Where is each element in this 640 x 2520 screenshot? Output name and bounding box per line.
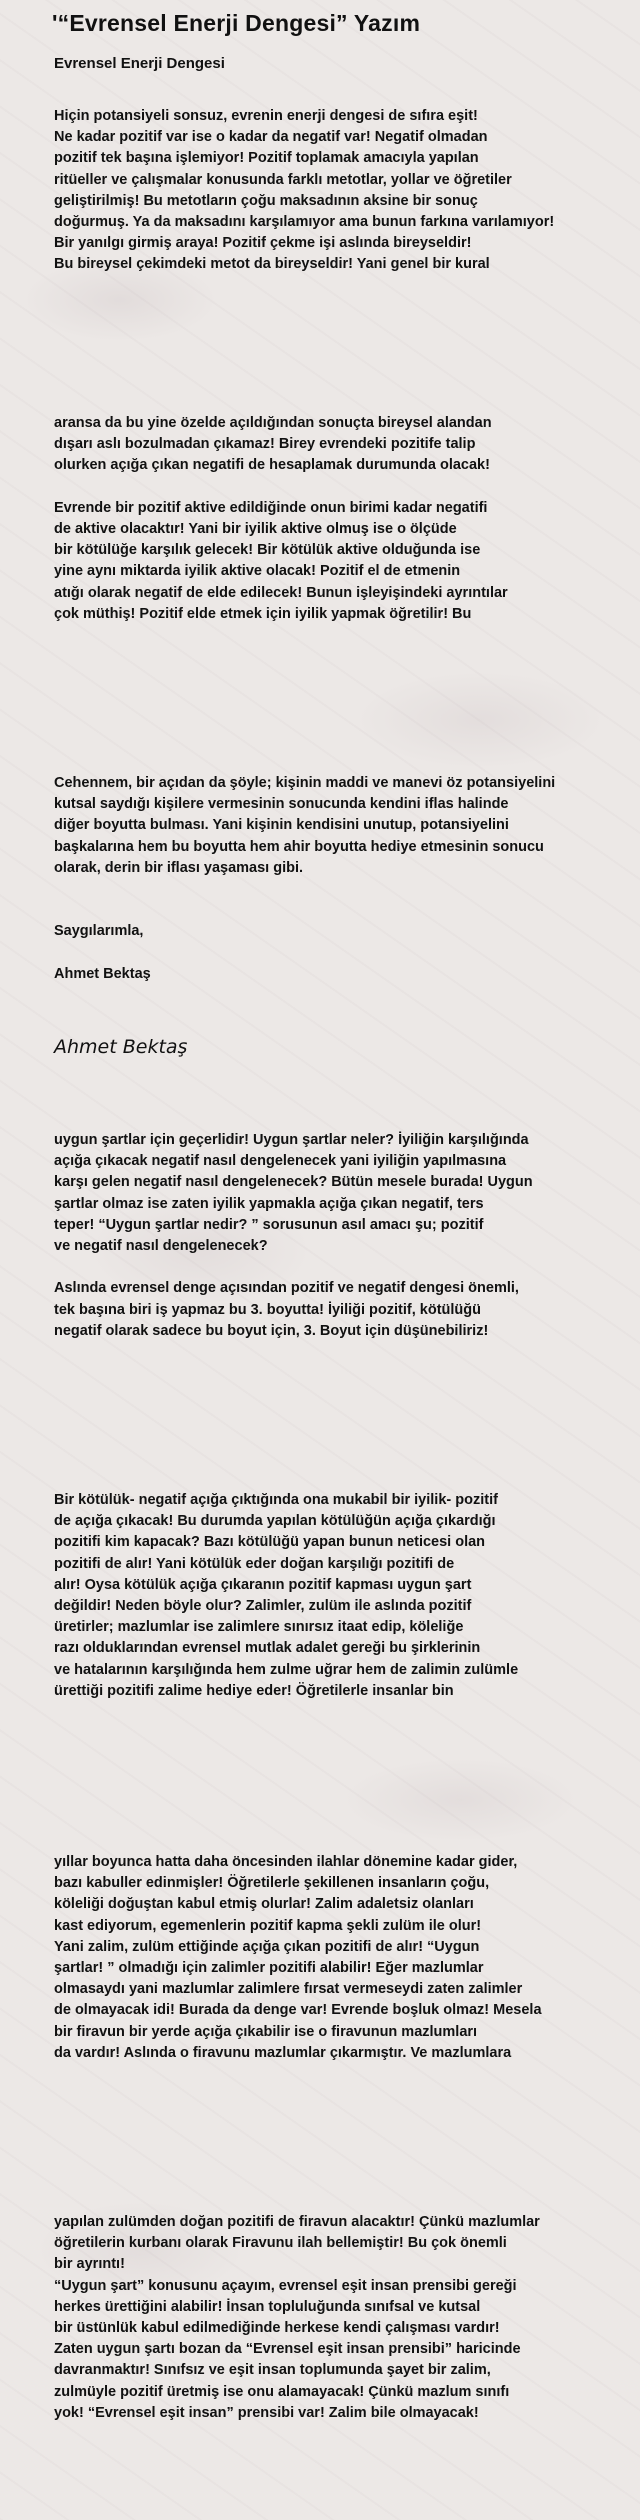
text-line: köleliği doğuştan kabul etmiş olurlar! Zalim adaletsiz olanları — [54, 1896, 474, 1913]
text-line: olarak, derin bir iflası yaşaması gibi. — [54, 859, 304, 876]
text-line: Hiçin potansiyeli sonsuz, evrenin enerji dengesi de sıfıra eşit! — [54, 108, 478, 124]
text-line: teper! “Uygun şartlar nedir? ” sorusunun asıl amacı şu; pozitif — [54, 1216, 484, 1233]
text-line: öğretilerin kurbanı olarak Firavunu ilah bellemiştir! Bu çok önemli — [54, 2235, 507, 2252]
text-line: pozitifi de alır! Yani kötülük eder doğan karşılığı pozitifi de — [54, 1555, 455, 1572]
text-line: üretirler; mazlumlar ise zalimlere sınırsız itaat edip, köleliğe — [54, 1619, 464, 1636]
text-line: yapılan zulümden doğan pozitifi de firavun alacaktır! Çünkü mazlumlar — [54, 2214, 540, 2230]
text-block-6 — [54, 1852, 624, 2064]
text-line: karşı gelen negatif nasıl dengelenecek? Bütün mesele burada! Uygun — [54, 1174, 533, 1191]
text-line: Ne kadar pozitif var ise o kadar da negatif var! Negatif olmadan — [54, 129, 488, 146]
text-line: doğurmuş. Ya da maksadını karşılamıyor ama bunun farkına varılamıyor! — [54, 214, 555, 231]
text-line: bir ayrıntı! — [54, 2256, 125, 2273]
text-line: kast ediyorum, egemenlerin pozitif kapma şekli zulüm ile olur! — [54, 1917, 482, 1934]
blank-line — [54, 1257, 624, 1278]
text-line: Bu bireysel çekimdeki metot da bireyseldir! Yani genel bir kural — [54, 256, 490, 273]
text-line: olmasaydı yani mazlumlar zalimlere fırsat vermeseydi zaten zalimler — [54, 1981, 523, 1998]
text-line: Bir yanılgı girmiş araya! Pozitif çekme işi aslında bireyseldir! — [54, 235, 472, 252]
text-line: atığı olarak negatif de elde edilecek! Bunun işleyişindeki ayrıntılar — [54, 584, 508, 601]
text-line: çok müthiş! Pozitif elde etmek için iyilik yapmak öğretilir! Bu — [54, 605, 472, 622]
text-line: zulmüyle pozitif üretmiş ise onu alamayacak! Çünkü mazlum sınıfı — [54, 2383, 510, 2400]
text-block-2 — [54, 413, 624, 625]
text-line: yok! “Evrensel eşit insan” prensibi var! Zalim bile olmayacak! — [54, 2404, 479, 2421]
text-line: razı olduklarından evrensel mutlak adalet gereği bu şirklerinin — [54, 1640, 481, 1657]
text-line: de açığa çıkacak! Bu durumda yapılan kötülüğün açığa çıkardığı — [54, 1513, 496, 1530]
text-line: bir kötülüğe karşılık gelecek! Bir kötülük aktive olduğunda ise — [54, 542, 481, 559]
blank-line — [54, 900, 624, 921]
text-line: yine aynı miktarda iyilik aktive olacak! Pozitif el de etmenin — [54, 563, 461, 580]
blank-line — [54, 943, 624, 964]
text-block-5 — [54, 1490, 624, 1702]
text-line: ve hatalarının karşılığında hem zulme uğrar hem de zalimin zulümle — [54, 1661, 519, 1678]
text-line: negatif olarak sadece bu boyut için, 3. Boyut için düşünebiliriz! — [54, 1322, 489, 1339]
text-line: Evrende bir pozitif aktive edildiğinde onun birimi kadar negatifi — [54, 499, 488, 516]
text-line: ürettiği pozitifi zalime hediye eder! Öğretilerle insanlar bin — [54, 1682, 454, 1699]
text-line: değildir! Neden böyle olur? Zalimler, zulüm ile aslında pozitif — [54, 1598, 472, 1615]
blank-line — [54, 477, 624, 498]
text-line: pozitif tek başına işlemiyor! Pozitif toplamak amacıyla yapılan — [54, 150, 479, 167]
text-line: “Uygun şart” konusunu açayım, evrensel eşit insan prensibi gereği — [54, 2277, 517, 2294]
text-line: şartlar! ” olmadığı için zalimler pozitifi alabilir! Eğer mazlumlar — [54, 1960, 484, 1977]
blank-line — [54, 879, 624, 900]
text-line: aransa da bu yine özelde açıldığından sonuçta bireysel alandan — [54, 415, 492, 431]
text-block-7 — [54, 2212, 624, 2424]
text-line: de olmayacak idi! Burada da denge var! Evrende boşluk olmaz! Mesela — [54, 2002, 542, 2019]
text-line: Aslında evrensel denge açısından pozitif ve negatif dengesi önemli, — [54, 1280, 519, 1297]
text-line: bir üstünlük kabul edilmediğinde herkese kendi çalışması vardır! — [54, 2320, 500, 2337]
text-line: kutsal saydığı kişilere vermesinin sonucunda kendini iflas halinde — [54, 796, 509, 813]
poem-title: Evrensel Enerji Dengesi — [54, 55, 225, 72]
text-line: herkes ürettiğini alabilir! İnsan topluluğunda sınıfsal ve kutsal — [54, 2298, 481, 2315]
text-line: yıllar boyunca hatta daha öncesinden ilahlar dönemine kadar gider, — [54, 1854, 518, 1870]
text-line: uygun şartlar için geçerlidir! Uygun şartlar neler? İyiliğin karşılığında — [54, 1132, 529, 1148]
text-line: bir firavun bir yerde açığa çıkabilir ise o firavunun mazlumları — [54, 2023, 478, 2040]
text-line: Zaten uygun şartı bozan da “Evrensel eşit insan prensibi” haricinde — [54, 2341, 521, 2358]
text-block-4 — [54, 1130, 624, 1342]
text-line: ritüeller ve çalışmalar konusunda farklı metotlar, yollar ve öğretiler — [54, 171, 512, 188]
text-line: alır! Oysa kötülük açığa çıkaranın pozitif kapması uygun şart — [54, 1576, 472, 1593]
text-line: ve negatif nasıl dengelenecek? — [54, 1238, 268, 1255]
signature: Ahmet Bektaş — [54, 1036, 188, 1058]
text-block-3 — [54, 773, 624, 985]
text-line: diğer boyutta bulması. Yani kişinin kendisini unutup, potansiyelini — [54, 817, 509, 834]
text-line: başkalarına hem bu boyutta hem ahir boyutta hediye etmesinin sonucu — [54, 838, 544, 855]
text-line: Ahmet Bektaş — [54, 965, 151, 982]
page-title: '“Evrensel Enerji Dengesi” Yazım — [52, 10, 421, 36]
text-line: de aktive olacaktır! Yani bir iyilik aktive olmuş ise o ölçüde — [54, 521, 457, 537]
text-line: bazı kabuller edinmişler! Öğretilerle şekillenen insanların çoğu, — [54, 1875, 490, 1892]
text-line: da vardır! Aslında o firavunu mazlumlar çıkarmıştır. Ve mazlumlara — [54, 2044, 512, 2061]
text-line: davranmaktır! Sınıfsız ve eşit insan toplumunda şayet bir zalim, — [54, 2362, 491, 2379]
text-line: şartlar olmaz ise zaten iyilik yapmakla açığa çıkan negatif, ters — [54, 1195, 484, 1212]
text-line: Yani zalim, zulüm ettiğinde açığa çıkan pozitifi de alır! “Uygun — [54, 1938, 480, 1955]
text-line: dışarı aslı bozulmadan çıkamaz! Birey evrendeki pozitife talip — [54, 436, 476, 453]
text-line: geliştirilmiş! Bu metotların çoğu maksadının aksine bir sonuç — [54, 192, 478, 209]
text-line: açığa çıkacak negatif nasıl dengelenecek yani iyiliğin yapılmasına — [54, 1153, 507, 1170]
text-line: olurken açığa çıkan negatifi de hesaplamak durumunda olacak! — [54, 457, 490, 474]
text-line: Saygılarımla, — [54, 923, 144, 940]
text-block-1 — [54, 106, 624, 276]
text-line: Bir kötülük- negatif açığa çıktığında ona mukabil bir iyilik- pozitif — [54, 1492, 498, 1508]
text-line: Cehennem, bir açıdan da şöyle; kişinin maddi ve manevi öz potansiyelini — [54, 775, 556, 791]
text-line: pozitifi kim kapacak? Bazı kötülüğü yapan bunun neticesi olan — [54, 1534, 486, 1551]
text-line: tek başına biri iş yapmaz bu 3. boyutta! İyiliği pozitif, kötülüğü — [54, 1301, 481, 1318]
